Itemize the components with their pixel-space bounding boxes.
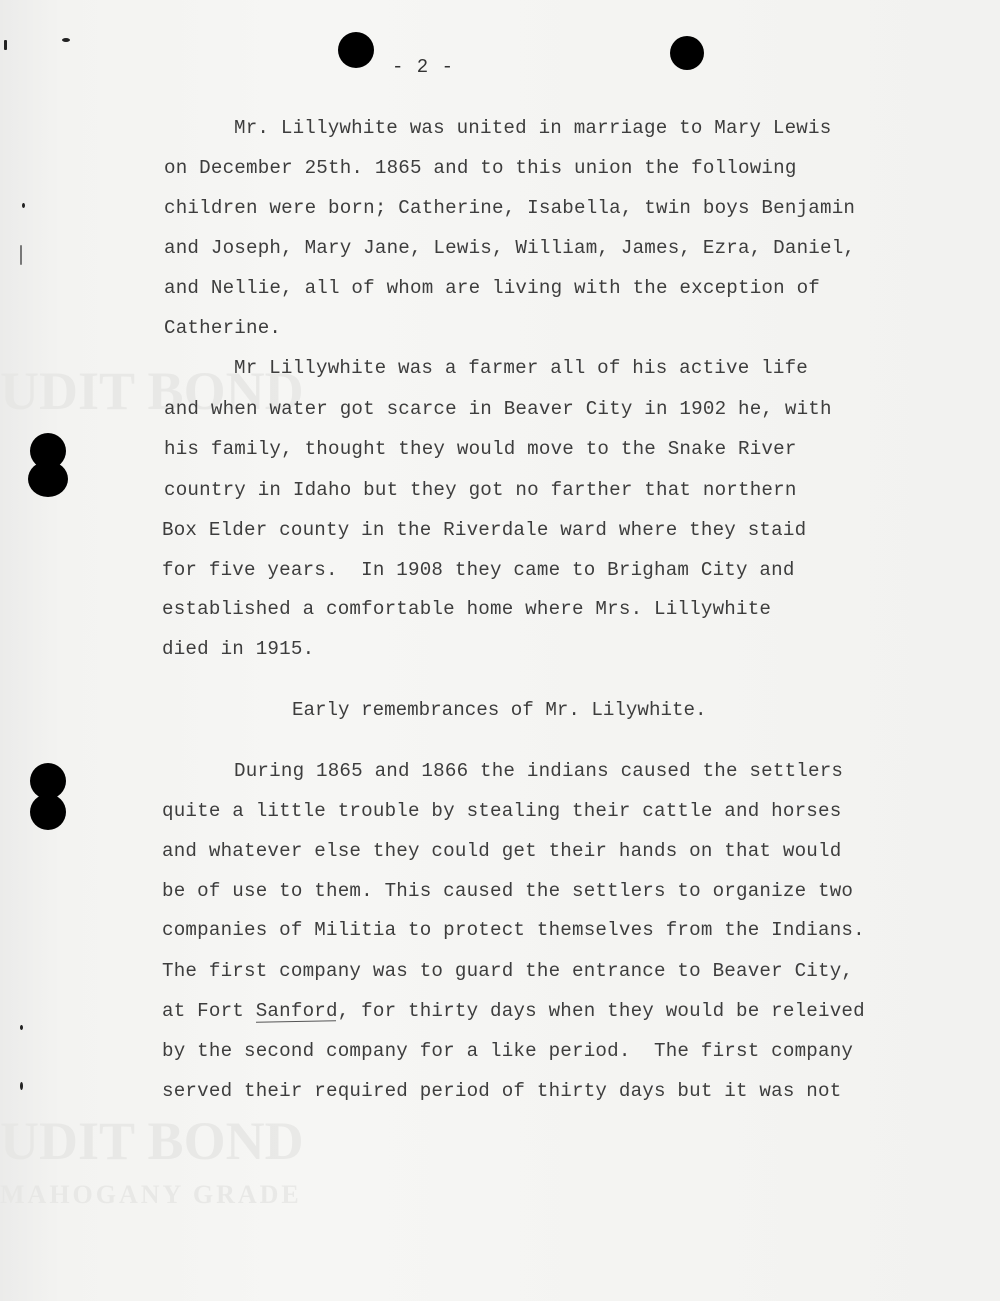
page-number: - 2 - (392, 56, 455, 78)
text-line: by the second company for a like period. The first company (162, 1040, 854, 1062)
text-line: established a comfortable home where Mrs. Lillywhite (162, 598, 772, 620)
text-line: Mr. Lillywhite was united in marriage to Mary Lewis (234, 117, 832, 139)
speck (20, 1025, 23, 1030)
text-line: and when water got scarce in Beaver City in 1902 he, with (164, 398, 832, 420)
text-line: for five years. In 1908 they came to Brigham City and (162, 559, 795, 581)
text-line: children were born; Catherine, Isabella, twin boys Benjamin (164, 197, 856, 219)
text-line: and whatever else they could get their hands on that would (162, 840, 842, 862)
speck (20, 1082, 23, 1090)
speck (4, 40, 7, 50)
paper-watermark-grade: MAHOGANY GRADE (0, 1180, 302, 1209)
text-line: and Joseph, Mary Jane, Lewis, William, James, Ezra, Daniel, (164, 237, 856, 259)
paper-watermark-top: UDIT BOND (0, 361, 304, 421)
text-line: at Fort Sanford, for thirty days when they would be releived (162, 1000, 865, 1022)
text-line: During 1865 and 1866 the indians caused the settlers (234, 760, 844, 782)
speck (22, 203, 25, 208)
punch-hole-left-upper-2 (28, 461, 68, 497)
text-line: quite a little trouble by stealing their cattle and horses (162, 800, 842, 822)
punch-hole-left-lower-2 (30, 794, 66, 830)
text-line: on December 25th. 1865 and to this union the following (164, 157, 797, 179)
speck (62, 38, 70, 42)
text-line: died in 1915. (162, 638, 315, 660)
text-line: be of use to them. This caused the settlers to organize two (162, 880, 854, 902)
paper-watermark-bottom: UDIT BOND (0, 1111, 304, 1171)
text-line: served their required period of thirty days but it was not (162, 1080, 842, 1102)
text-line: Box Elder county in the Riverdale ward where they staid (162, 519, 807, 541)
text-line: Catherine. (164, 317, 282, 339)
punch-hole-top-right (670, 36, 704, 70)
punch-hole-top-left (338, 32, 374, 68)
text-line: companies of Militia to protect themselves from the Indians. (162, 919, 865, 941)
text-line: and Nellie, all of whom are living with the exception of (164, 277, 821, 299)
text-line: his family, thought they would move to the Snake River (164, 438, 797, 460)
text-line: The first company was to guard the entrance to Beaver City, (162, 960, 854, 982)
speck (20, 245, 22, 265)
text-line: Mr Lillywhite was a farmer all of his active life (234, 357, 809, 379)
section-heading: Early remembrances of Mr. Lilywhite. (292, 699, 707, 721)
text-line: country in Idaho but they got no farther that northern (164, 479, 797, 501)
